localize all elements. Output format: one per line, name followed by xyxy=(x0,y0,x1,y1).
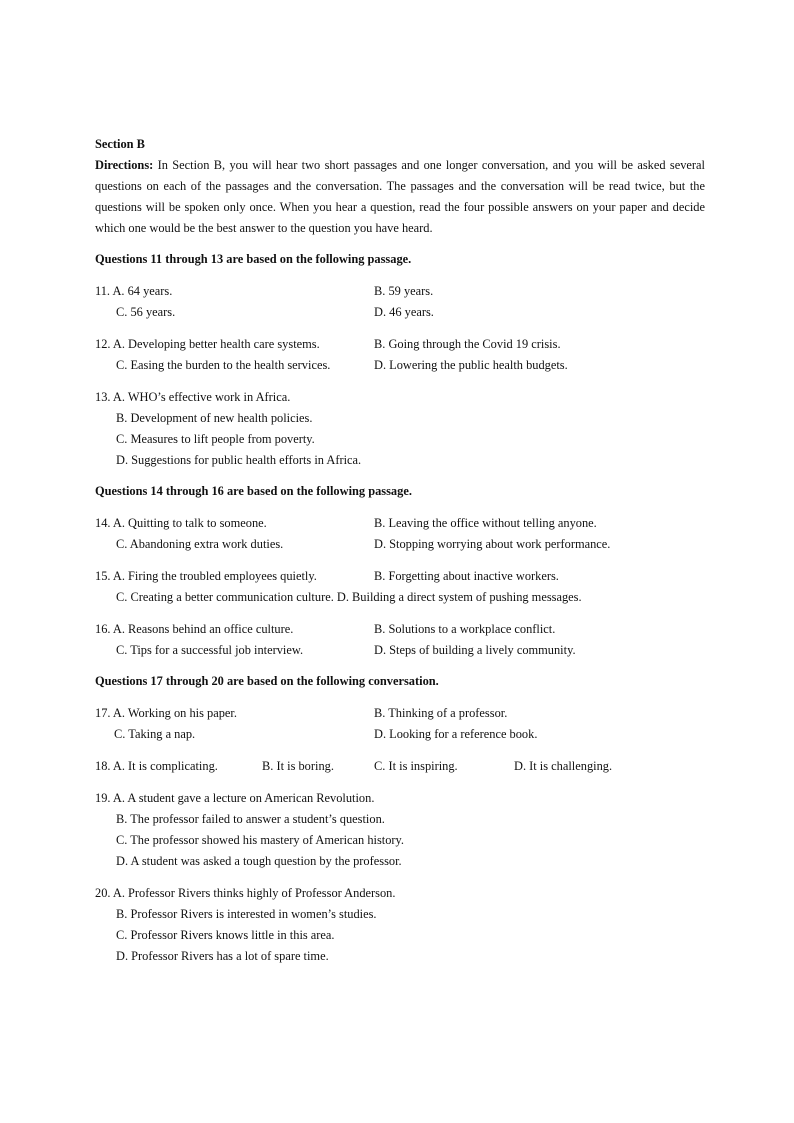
option-a: 15. A. Firing the troubled employees quietly. xyxy=(95,569,317,583)
option-d: D. Stopping worrying about work performance. xyxy=(374,537,611,551)
option-c-d: C. Creating a better communication culture. D. Building a direct system of pushing messages. xyxy=(116,590,582,604)
option-d: D. Lowering the public health budgets. xyxy=(374,358,568,372)
question-11 xyxy=(95,281,705,323)
option-c: C. Professor Rivers knows little in this area. xyxy=(116,928,335,942)
option-d: D. 46 years. xyxy=(374,305,434,319)
option-b: B. The professor failed to answer a student’s question. xyxy=(116,812,385,826)
option-b: B. 59 years. xyxy=(374,284,434,298)
option-c: C. Easing the burden to the health services. xyxy=(116,358,331,372)
question-13 xyxy=(95,387,705,471)
group-title-1: Questions 11 through 13 are based on the following passage. xyxy=(95,252,412,266)
option-b: B. Leaving the office without telling anyone. xyxy=(374,516,597,530)
option-a: 17. A. Working on his paper. xyxy=(95,706,237,720)
option-d: D. Looking for a reference book. xyxy=(374,727,538,741)
option-d: D. Steps of building a lively community. xyxy=(374,643,576,657)
option-c: C. Abandoning extra work duties. xyxy=(116,537,284,551)
directions-label: Directions: xyxy=(95,158,154,172)
option-d: D. A student was asked a tough question by the professor. xyxy=(116,854,402,868)
question-17 xyxy=(95,703,705,745)
section-title: Section B xyxy=(95,137,145,151)
option-b: B. Solutions to a workplace conflict. xyxy=(374,622,556,636)
option-c: C. Taking a nap. xyxy=(114,727,196,741)
question-19 xyxy=(95,788,705,872)
option-d: D. It is challenging. xyxy=(514,759,613,773)
option-d: D. Suggestions for public health efforts in Africa. xyxy=(116,453,362,467)
group-title-3: Questions 17 through 20 are based on the following conversation. xyxy=(95,674,439,688)
option-a: 20. A. Professor Rivers thinks highly of Professor Anderson. xyxy=(95,886,396,900)
option-d: D. Professor Rivers has a lot of spare time. xyxy=(116,949,329,963)
option-b: B. Forgetting about inactive workers. xyxy=(374,569,559,583)
question-12 xyxy=(95,334,705,376)
option-c: C. Tips for a successful job interview. xyxy=(116,643,304,657)
option-b: B. Professor Rivers is interested in women’s studies. xyxy=(116,907,377,921)
option-c: C. It is inspiring. xyxy=(374,759,458,773)
question-20 xyxy=(95,883,705,967)
option-c: C. Measures to lift people from poverty. xyxy=(116,432,315,446)
option-b: B. Going through the Covid 19 crisis. xyxy=(374,337,561,351)
option-c: C. 56 years. xyxy=(116,305,176,319)
option-c: C. The professor showed his mastery of American history. xyxy=(116,833,405,847)
question-16 xyxy=(95,619,705,661)
option-b: B. Thinking of a professor. xyxy=(374,706,508,720)
exam-page xyxy=(95,134,705,967)
option-b: B. It is boring. xyxy=(262,759,334,773)
option-a: 16. A. Reasons behind an office culture. xyxy=(95,622,294,636)
option-a: 13. A. WHO’s effective work in Africa. xyxy=(95,390,291,404)
option-a: 11. A. 64 years. xyxy=(95,284,173,298)
option-a: 14. A. Quitting to talk to someone. xyxy=(95,516,267,530)
option-a: 19. A. A student gave a lecture on American Revolution. xyxy=(95,791,375,805)
option-a: 12. A. Developing better health care systems. xyxy=(95,337,320,351)
directions-text: In Section B, you will hear two short passages and one longer conversation, and you will be asked several questions on each of the passages and the conversation. The passages and the conversation will be read twice, but the questions will be spoken only once. When you hear a question, read the four possible answers on your paper and decide which one would be the best answer to the question you have heard. xyxy=(95,158,705,235)
option-a: 18. A. It is complicating. xyxy=(95,759,218,773)
question-14 xyxy=(95,513,705,555)
question-18 xyxy=(95,756,705,777)
group-title-2: Questions 14 through 16 are based on the following passage. xyxy=(95,484,412,498)
directions xyxy=(95,155,705,239)
question-15 xyxy=(95,566,705,608)
option-b: B. Development of new health policies. xyxy=(116,411,313,425)
